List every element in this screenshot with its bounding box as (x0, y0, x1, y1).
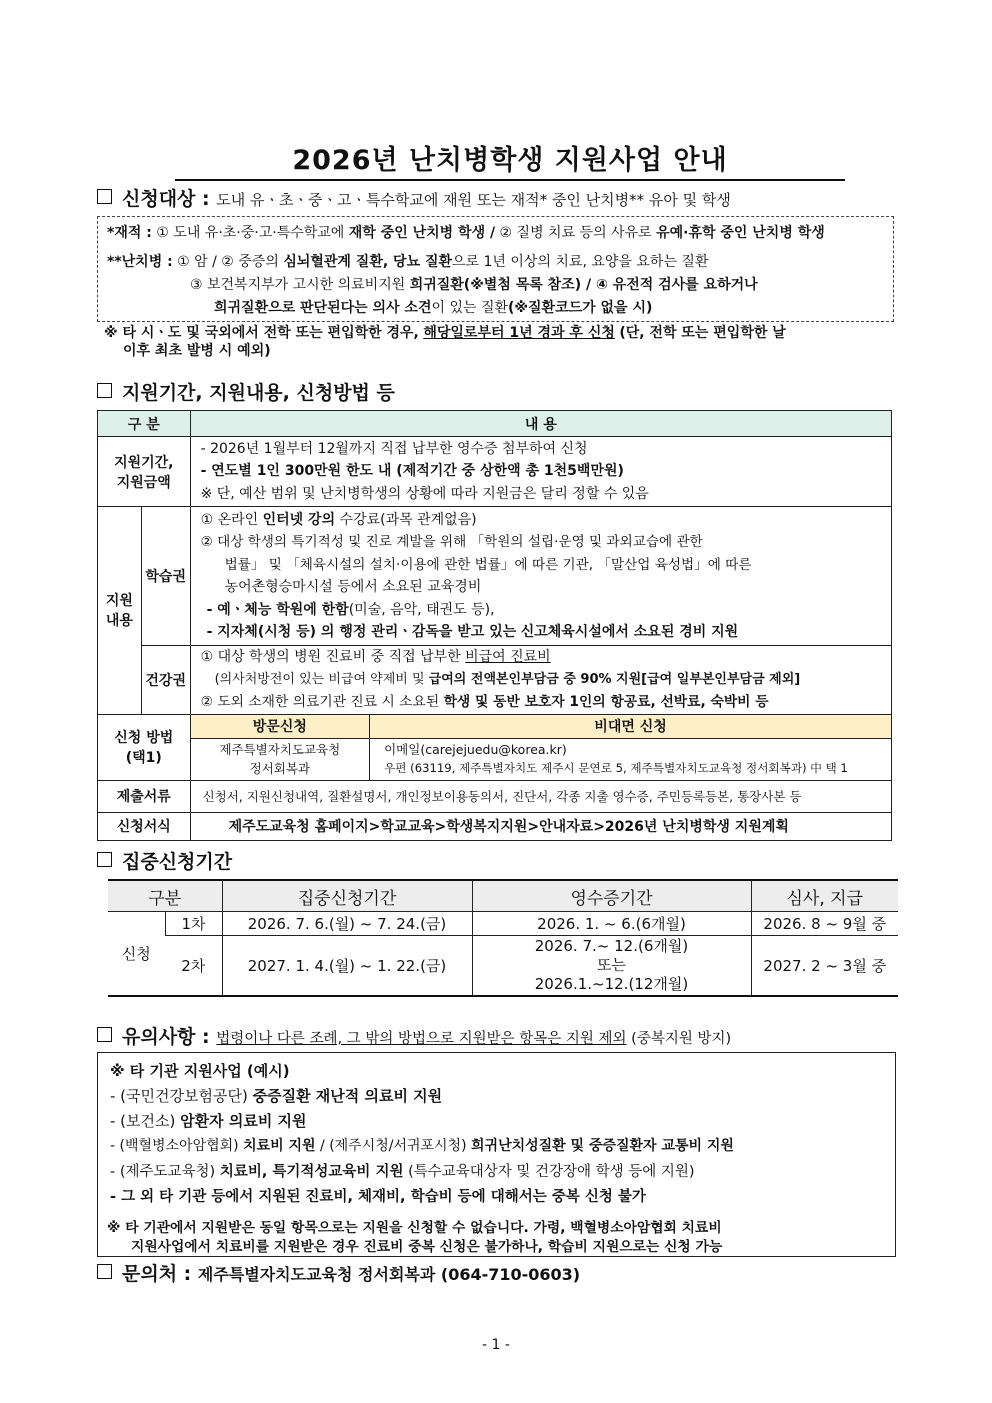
col-header: 심사, 지급 (751, 880, 898, 912)
nonface-header: 비대면 신청 (370, 714, 892, 738)
table-header-category: 구 분 (98, 411, 191, 437)
checkbox-square-icon (97, 1027, 112, 1042)
health-label: 건강권 (141, 646, 190, 715)
transfer-note-line2: 이후 최초 발병 시 예외) (123, 343, 271, 359)
checkbox-square-icon (97, 1264, 112, 1279)
checkbox-square-icon (97, 852, 112, 867)
period-cell: 2026. 7. 6.(월) ~ 7. 24.(금) (222, 912, 472, 936)
list-item: - (백혈병소아암협회) 치료비 지원 / (제주시청/서귀포시청) 희귀난치성질환 및 중증질환자 교통비 지원 (110, 1138, 734, 1154)
other-programs-title: ※ 타 기관 지원사업 (예시) (110, 1062, 290, 1080)
period-label: 지원기간, 지원금액 (98, 437, 191, 507)
section-support-details (97, 378, 395, 405)
period-cell: 2027. 1. 4.(월) ~ 1. 22.(금) (222, 936, 472, 997)
support-details-table (97, 410, 892, 841)
definition-disease: **난치병 : ① 암 / ② 중증의 심뇌혈관계 질환, 당뇨 질환으로 1년 이상의 치료, 요양을 요하는 질환 (107, 254, 709, 270)
section-heading: 신청대상 : (122, 188, 210, 210)
edu-content: ① 온라인 인터넷 강의 수강료(과목 관계없음) ② 대상 학생의 특기적성 및 진로 계발을 위해 「학원의 설립·운영 및 과외교습에 관한 법률」 및 「체육시설의 설치·이용에 관한 법률」에 따른 기관, 「말산업 육성법」에 따른 농어촌형승마시설 등에서 소요된 교육경비 - 예ㆍ체능 학원에 한함(미술, 음악, 태권도 등), - 지자체(시청 등) 의 행정 관리ㆍ감독을 받고 있는 신고체육시설에서 소요된 경비 지원 (190, 507, 891, 646)
receipt-cell: 2026. 7.~ 12.(6개월) 또는 2026.1.~12.(12개월) (472, 936, 751, 997)
visit-header: 방문신청 (190, 714, 370, 738)
transfer-note: ※ 타 시ㆍ도 및 국외에서 전학 또는 편입학한 경우, 해당일로부터 1년 경과 후 신청 (단, 전학 또는 편입학한 날 (104, 325, 786, 341)
docs-content: 신청서, 지원신청내역, 질환설명서, 개인정보이용동의서, 진단서, 각종 지출 영수증, 주민등록등본, 통장사본 등 (190, 780, 891, 812)
round-cell: 1차 (165, 912, 222, 936)
list-item: - (제주도교육청) 치료비, 특기적성교육비 지원 (특수교육대상자 및 건강장애 학생 등에 지원) (110, 1164, 695, 1180)
section-heading: 지원기간, 지원내용, 신청방법 등 (122, 382, 395, 404)
visit-content: 제주특별자치도교육청 정서회복과 (190, 738, 370, 780)
col-header: 구분 (108, 880, 222, 912)
duplicate-note-line2: 지원사업에서 치료비를 지원받은 경우 진료비 중복 신청은 불가하나, 학습비 지원으로는 신청 가능 (131, 1239, 723, 1255)
content-label: 지원 내용 (98, 507, 142, 715)
page-title: 2026년 난치병학생 지원사업 안내 (175, 138, 845, 181)
intensive-period-table (108, 879, 898, 997)
checkbox-square-icon (97, 189, 112, 204)
section-heading: 유의사항 : (122, 1026, 210, 1048)
payment-cell: 2027. 2 ~ 3월 중 (751, 936, 898, 997)
list-item: - (국민건강보험공단) 중증질환 재난적 의료비 지원 (110, 1087, 443, 1105)
list-item: - (보건소) 암환자 의료비 지원 (110, 1112, 307, 1130)
nonface-content: 이메일(carejejuedu@korea.kr) 우편 (63119, 제주특별자치도 제주시 문연로 5, 제주특별자치도교육청 정서회복과) 中 택 1 (370, 738, 892, 780)
form-label: 신청서식 (98, 812, 191, 840)
definition-disease-line2: ③ 보건복지부가 고시한 의료비지원 희귀질환(※별첨 목록 참조) / ④ 유전적 검사를 요하거나 (190, 277, 758, 293)
col-header: 영수증기간 (472, 880, 751, 912)
docs-label: 제출서류 (98, 780, 191, 812)
col-header: 집중신청기간 (222, 880, 472, 912)
contact-info: 제주특별자치도교육청 정서회복과 (064-710-0603) (197, 1265, 581, 1284)
section-eligibility (97, 184, 731, 211)
edu-label: 학습권 (141, 507, 190, 646)
definition-disease-line3: 희귀질환으로 판단된다는 의사 소견이 있는 질환(※질환코드가 없을 시) (214, 300, 653, 316)
section-heading: 문의처 : (122, 1263, 192, 1285)
apply-method-label: 신청 방법 (택1) (98, 714, 191, 780)
section-contact (97, 1259, 580, 1286)
section-precautions: 유의사항 : 법령이나 다른 조례, 그 밖의 방법으로 지원받은 항목은 지원 제외 (중복지원 방지) (97, 1022, 731, 1049)
definition-enrolled: *재적 : ① 도내 유·초·중·고·특수학교에 재학 중인 난치병 학생 / ② 질병 치료 등의 사유로 유예·휴학 중인 난치병 학생 (107, 225, 825, 241)
section-description: 도내 유ㆍ초ㆍ중ㆍ고ㆍ특수학교에 재원 또는 재적* 중인 난치병** 유아 및 학생 (216, 191, 731, 209)
section-heading: 집중신청기간 (122, 851, 233, 873)
payment-cell: 2026. 8 ~ 9월 중 (751, 912, 898, 936)
duplicate-note: ※ 타 기관에서 지원받은 동일 항목으로는 지원을 신청할 수 없습니다. 가령, 백혈병소아암협회 치료비 (107, 1220, 722, 1236)
page-number: - 1 - (482, 1337, 510, 1353)
form-content: 제주도교육청 홈페이지>학교교육>학생복지지원>안내자료>2026년 난치병학생 지원계획 (190, 812, 891, 840)
round-cell: 2차 (165, 936, 222, 997)
section-intensive-period (97, 847, 232, 874)
table-header-content: 내 용 (190, 411, 891, 437)
period-content: - 2026년 1월부터 12월까지 직접 납부한 영수증 첨부하여 신청 - 연도별 1인 300만원 한도 내 (제적기간 중 상한액 총 1천5백만원) ※ 단, 예산 범위 및 난치병학생의 상황에 따라 지원금은 달리 정할 수 있음 (190, 437, 891, 507)
list-item: - 그 외 타 기관 등에서 지원된 진료비, 체재비, 학습비 등에 대해서는 중복 신청 불가 (110, 1189, 646, 1205)
receipt-cell: 2026. 1. ~ 6.(6개월) (472, 912, 751, 936)
checkbox-square-icon (97, 383, 112, 398)
apply-cell: 신청 (108, 912, 165, 997)
health-content: ① 대상 학생의 병원 진료비 중 직접 납부한 비급여 진료비 (의사처방전이 있는 비급여 약제비 및 급여의 전액본인부담금 중 90% 지원[급여 일부본인부담금 제외] ② 도외 소재한 의료기관 진료 시 소요된 학생 및 동반 보호자 1인의 항공료, 선박료, 숙박비 등 (190, 646, 891, 715)
